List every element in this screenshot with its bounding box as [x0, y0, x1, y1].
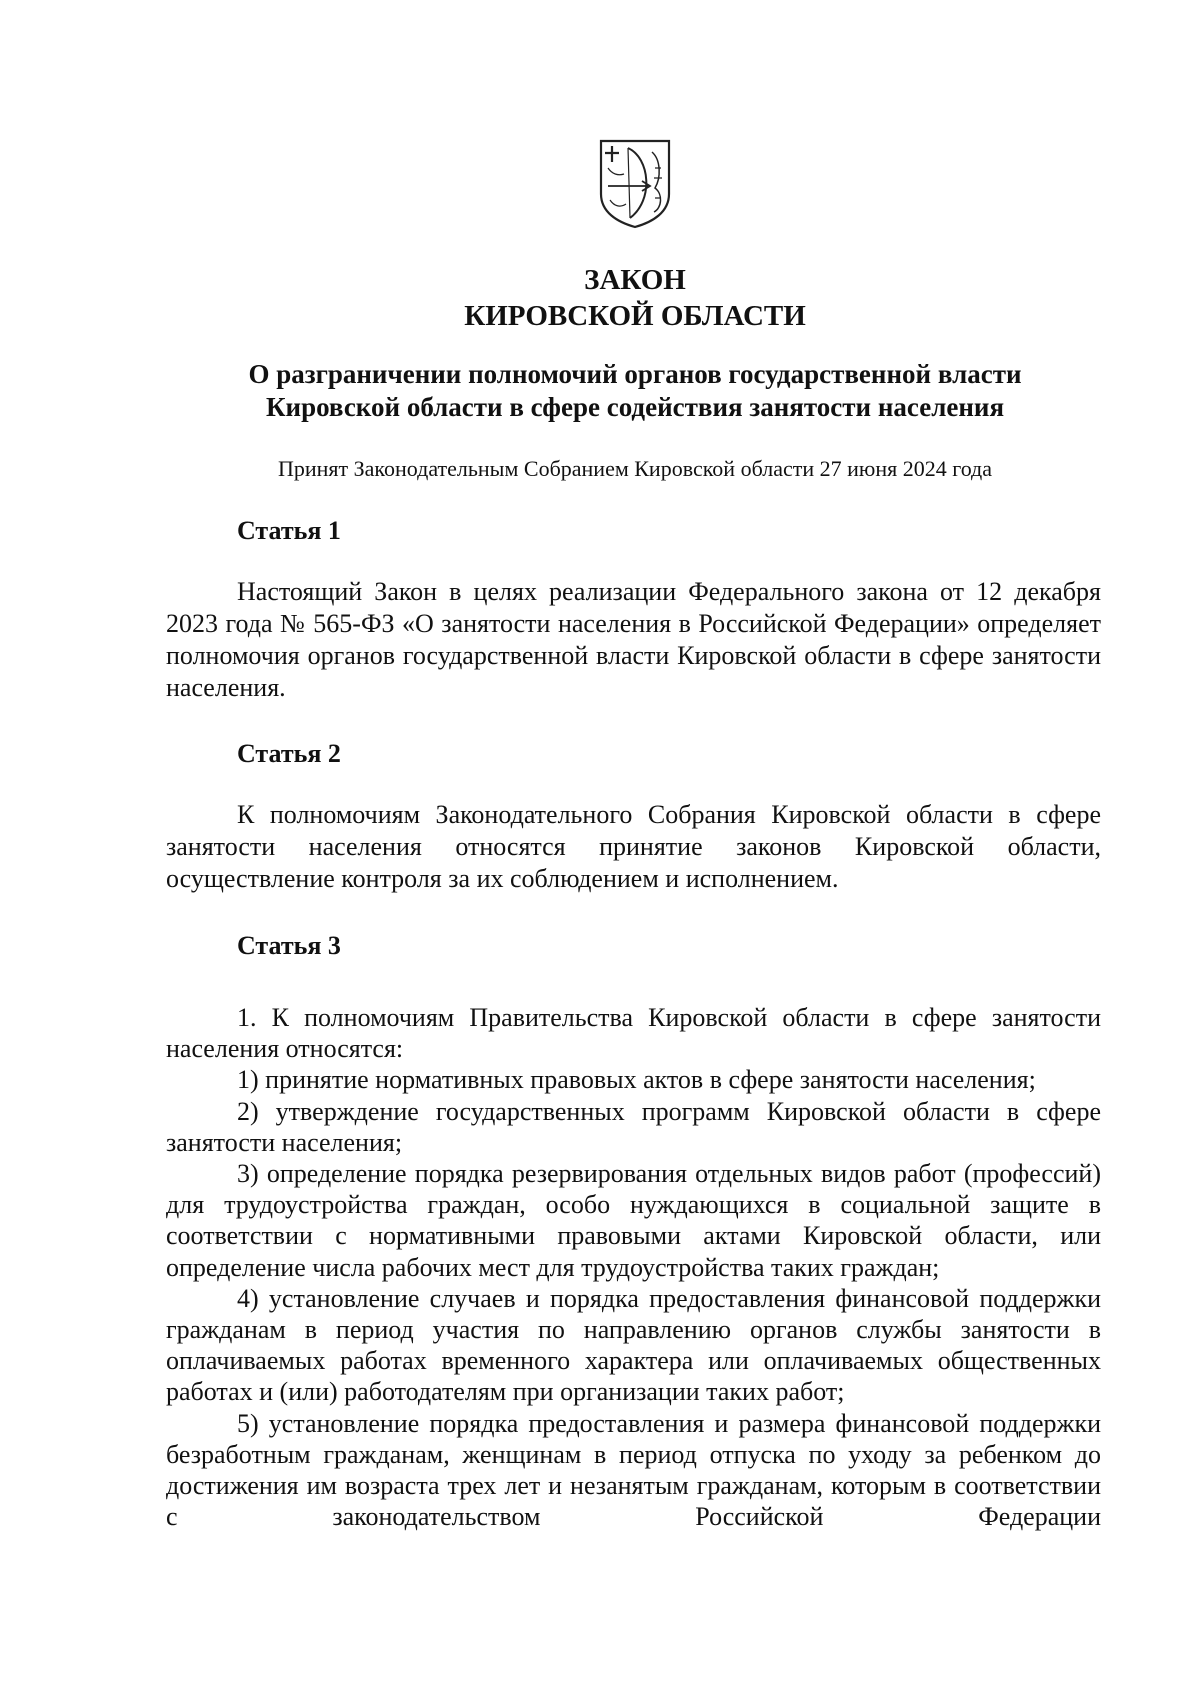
list-item: 3) определение порядка резервирования отдельных видов работ (профессий) для трудоустройства граждан, особо нуждающихся в социальной защите в соответствии с нормативными правовыми актами Кировской области, или определение числа рабочих мест для трудоустройства таких граждан; [166, 1159, 1101, 1282]
list-item: 1) принятие нормативных правовых актов в сфере занятости населения; [237, 1065, 1036, 1095]
article-1-text: Настоящий Закон в целях реализации Федерального закона от 12 декабря 2023 года № 565-ФЗ «О занятости населения в Российской Федерации» определяет полномочия органов государственной власти Кировской области в сфере занятости населения. [166, 577, 1101, 702]
document-title [200, 358, 1070, 424]
title-line-1: О разграничении полномочий органов государственной власти [248, 359, 1022, 389]
article-2-text: К полномочиям Законодательного Собрания Кировской области в сфере занятости населения относятся принятие законов Кировской области, осуществление контроля за их соблюдением и исполнением. [166, 800, 1101, 893]
adoption-note: Принят Законодательным Собранием Кировской области 27 июня 2024 года [277, 456, 993, 481]
article-1-heading: Статья 1 [237, 516, 341, 545]
list-item: 4) установление случаев и порядка предоставления финансовой поддержки гражданам в период участия по направлению органов службы занятости в оплачиваемых работах временного характера или оплачиваемых общественных работах и (или) работодателям при организации таких работ; [166, 1283, 1101, 1407]
article-3-heading: Статья 3 [237, 931, 341, 960]
list-item: 5) установление порядка предоставления и размера финансовой поддержки безработным гражданам, женщинам в период отпуска по уходу за ребенком до достижения им возраста трех лет и незанятым гражданам, которым в соответствии с законодательством Российской Федерации [166, 1408, 1101, 1532]
article-3-body [166, 1002, 1101, 1532]
document-region: КИРОВСКОЙ ОБЛАСТИ [464, 300, 806, 332]
title-line-2: Кировской области в сфере содействия занятости населения [265, 392, 1005, 422]
article-2-heading: Статья 2 [237, 739, 341, 768]
coat-of-arms-icon [598, 138, 672, 230]
list-item: 2) утверждение государственных программ Кировской области в сфере занятости населения; [166, 1096, 1101, 1157]
document-type: ЗАКОН [584, 264, 686, 296]
article-3-intro: 1. К полномочиям Правительства Кировской области в сфере занятости населения относятся: [166, 1003, 1101, 1064]
